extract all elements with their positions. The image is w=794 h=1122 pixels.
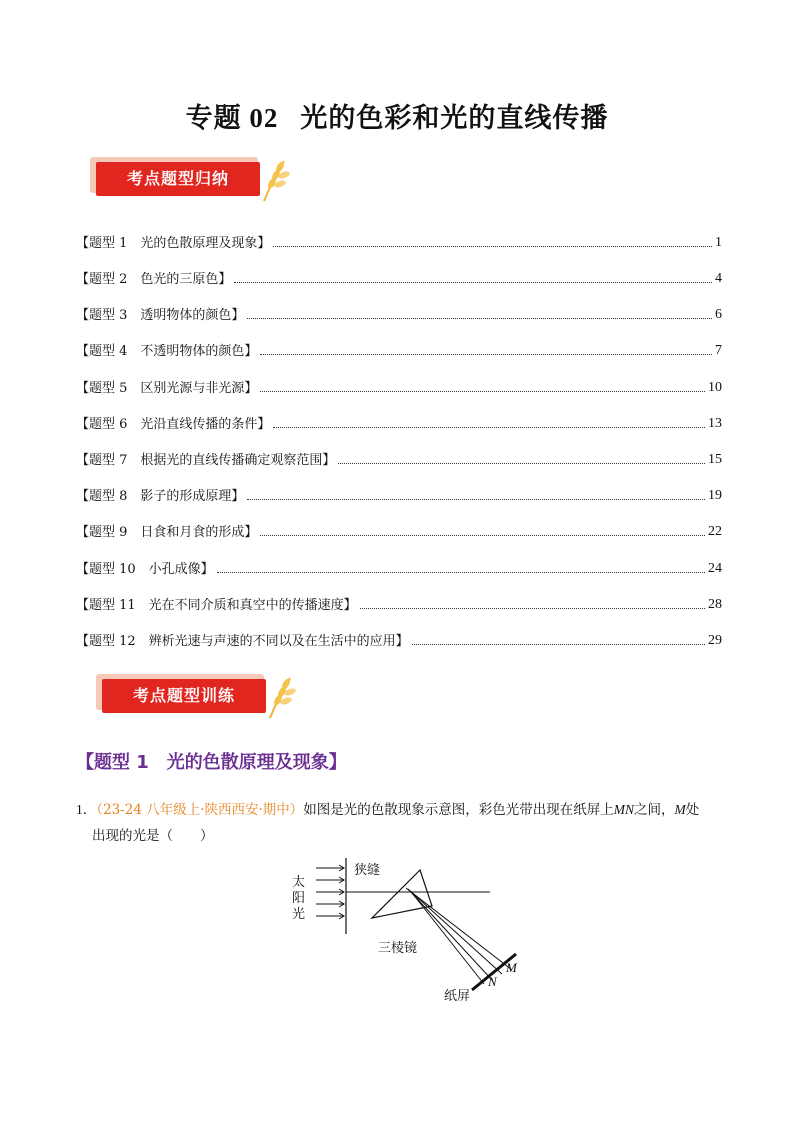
toc-item[interactable]: 【题型 11 光在不同介质和真空中的传播速度】 28 bbox=[76, 597, 722, 613]
screen-label: 纸屏 bbox=[444, 989, 471, 1004]
sun-char: 阳 bbox=[292, 891, 306, 906]
toc-item[interactable]: 【题型 4 不透明物体的颜色】 7 bbox=[76, 343, 722, 359]
wheat-icon bbox=[264, 674, 296, 722]
banner-summary bbox=[90, 157, 290, 205]
toc-item[interactable]: 【题型 9 日食和月食的形成】 22 bbox=[76, 524, 722, 540]
toc-item[interactable]: 【题型 5 区别光源与非光源】 10 bbox=[76, 380, 722, 396]
banner-training-label: 考点题型训练 bbox=[132, 686, 235, 705]
section-heading: 【题型 1 光的色散原理及现象】 bbox=[76, 752, 347, 773]
toc-item[interactable]: 【题型 3 透明物体的颜色】 6 bbox=[76, 307, 722, 323]
toc-item[interactable]: 【题型 6 光沿直线传播的条件】 13 bbox=[76, 416, 722, 432]
toc-item[interactable]: 【题型 12 辨析光速与声速的不同以及在生活中的应用】 29 bbox=[76, 633, 722, 649]
question-number: 1． bbox=[76, 802, 97, 817]
point-n: N bbox=[488, 974, 497, 989]
prism-label: 三棱镜 bbox=[378, 941, 418, 956]
banner-training bbox=[96, 674, 296, 722]
wheat-icon bbox=[258, 157, 290, 205]
sunlight-arrows bbox=[316, 865, 344, 919]
prism bbox=[372, 870, 432, 918]
dispersion-diagram bbox=[280, 856, 530, 1006]
slit-label: 狭缝 bbox=[354, 863, 381, 878]
question-source: （23-24 八年级上·陕西西安·期中） bbox=[96, 802, 304, 818]
point-m: M bbox=[506, 960, 517, 975]
sun-char: 太 bbox=[292, 875, 306, 890]
title-prefix: 专题 02 bbox=[185, 103, 279, 133]
question-1: 1．（23-24 八年级上·陕西西安·期中）如图是光的色散现象示意图，彩色光带出现在纸屏上MN之间，M处 出现的光是（ ） bbox=[76, 802, 700, 844]
toc-item[interactable]: 【题型 7 根据光的直线传播确定观察范围】 15 bbox=[76, 452, 722, 468]
toc-item[interactable]: 【题型 8 影子的形成原理】 19 bbox=[76, 488, 722, 504]
toc-item[interactable]: 【题型 1 光的色散原理及现象】 1 bbox=[76, 235, 722, 251]
toc-item[interactable]: 【题型 2 色光的三原色】 4 bbox=[76, 271, 722, 287]
page-title bbox=[0, 96, 794, 135]
banner-summary-label: 考点题型归纳 bbox=[126, 169, 229, 188]
title-text: 光的色彩和光的直线传播 bbox=[300, 103, 609, 134]
sun-char: 光 bbox=[292, 907, 306, 922]
toc-item[interactable]: 【题型 10 小孔成像】 24 bbox=[76, 561, 722, 577]
